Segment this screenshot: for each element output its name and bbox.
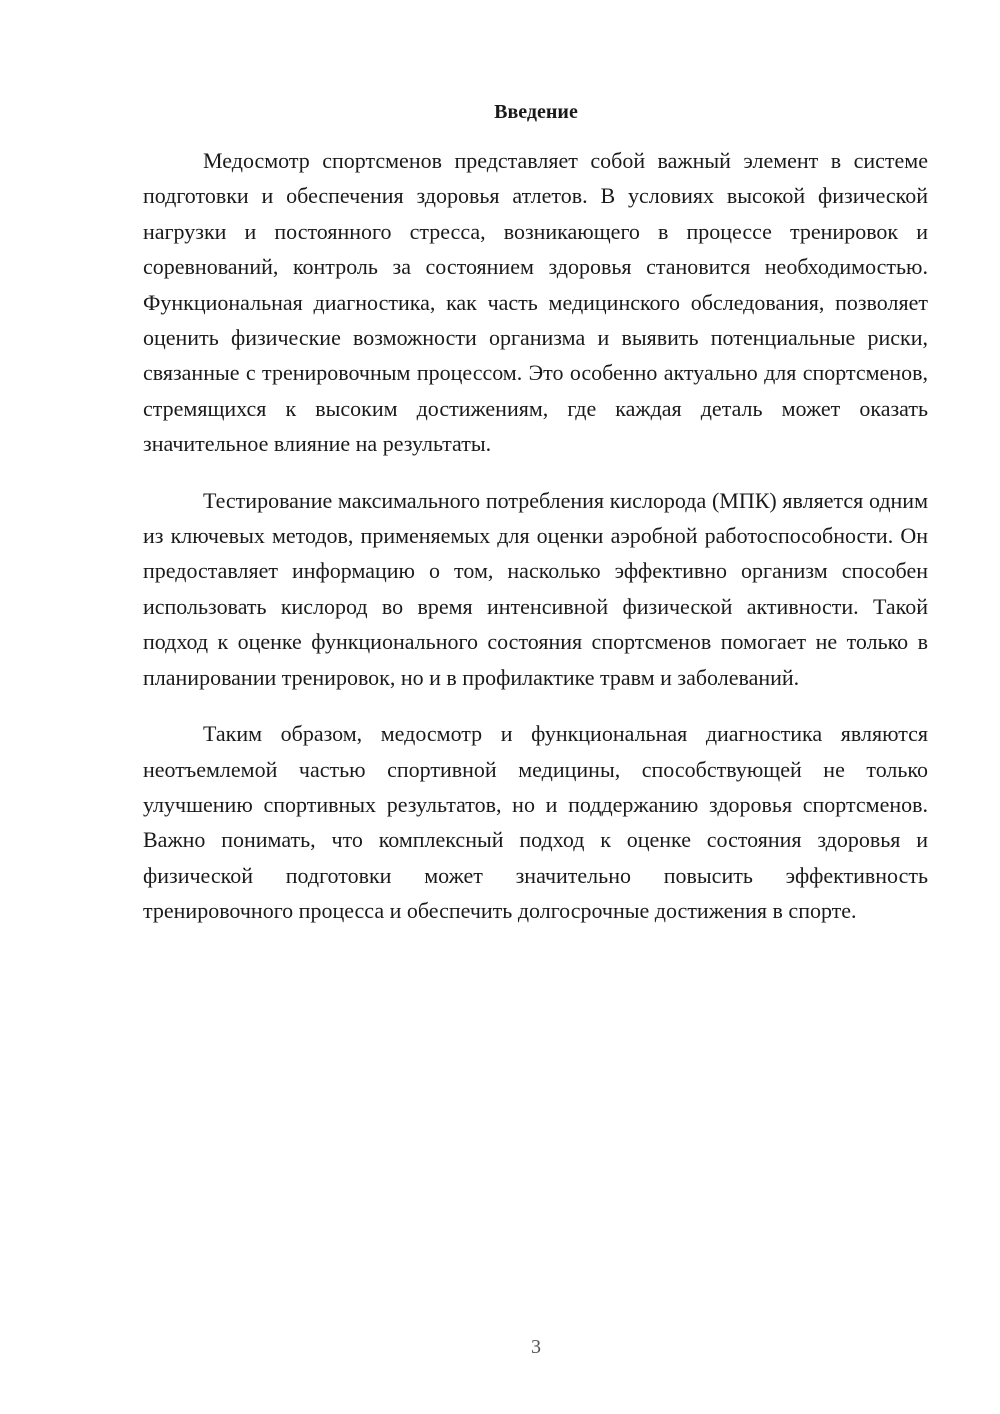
paragraph-3: Таким образом, медосмотр и функциональная диагностика являются неотъемлемой частью спортивной медицины, способствующей не только улучшению спортивных результатов, но и поддержанию здоровья спортсменов. Важно понимать, что комплексный подход к оценке состояния здоровья и физической подготовки может значительно повысить эффективность тренировочного процесса и обеспечить долгосрочные достижения в спорте. [143,721,928,924]
paragraph-1: Медосмотр спортсменов представляет собой важный элемент в системе подготовки и обеспечения здоровья атлетов. В условиях высокой физической нагрузки и постоянного стресса, возникающего в процессе тренировок и соревнований, контроль за состоянием здоровья становится необходимостью. Функциональная диагностика, как часть медицинского обследования, позволяет оценить физические возможности организма и выявить потенциальные риски, связанные с тренировочным процессом. Это особенно актуально для спортсменов, стремящихся к высоким достижениям, где каждая деталь может оказать значительное влияние на результаты. [143,148,928,457]
body-text [143,143,928,950]
section-heading: Введение [494,101,578,123]
paragraph-2: Тестирование максимального потребления кислорода (МПК) является одним из ключевых методов, применяемых для оценки аэробной работоспособности. Он предоставляет информацию о том, насколько эффективно организм способен использовать кислород во время интенсивной физической активности. Такой подход к оценке функционального состояния спортсменов помогает не только в планировании тренировок, но и в профилактике травм и заболеваний. [143,487,928,690]
page-number: 3 [531,1336,541,1358]
